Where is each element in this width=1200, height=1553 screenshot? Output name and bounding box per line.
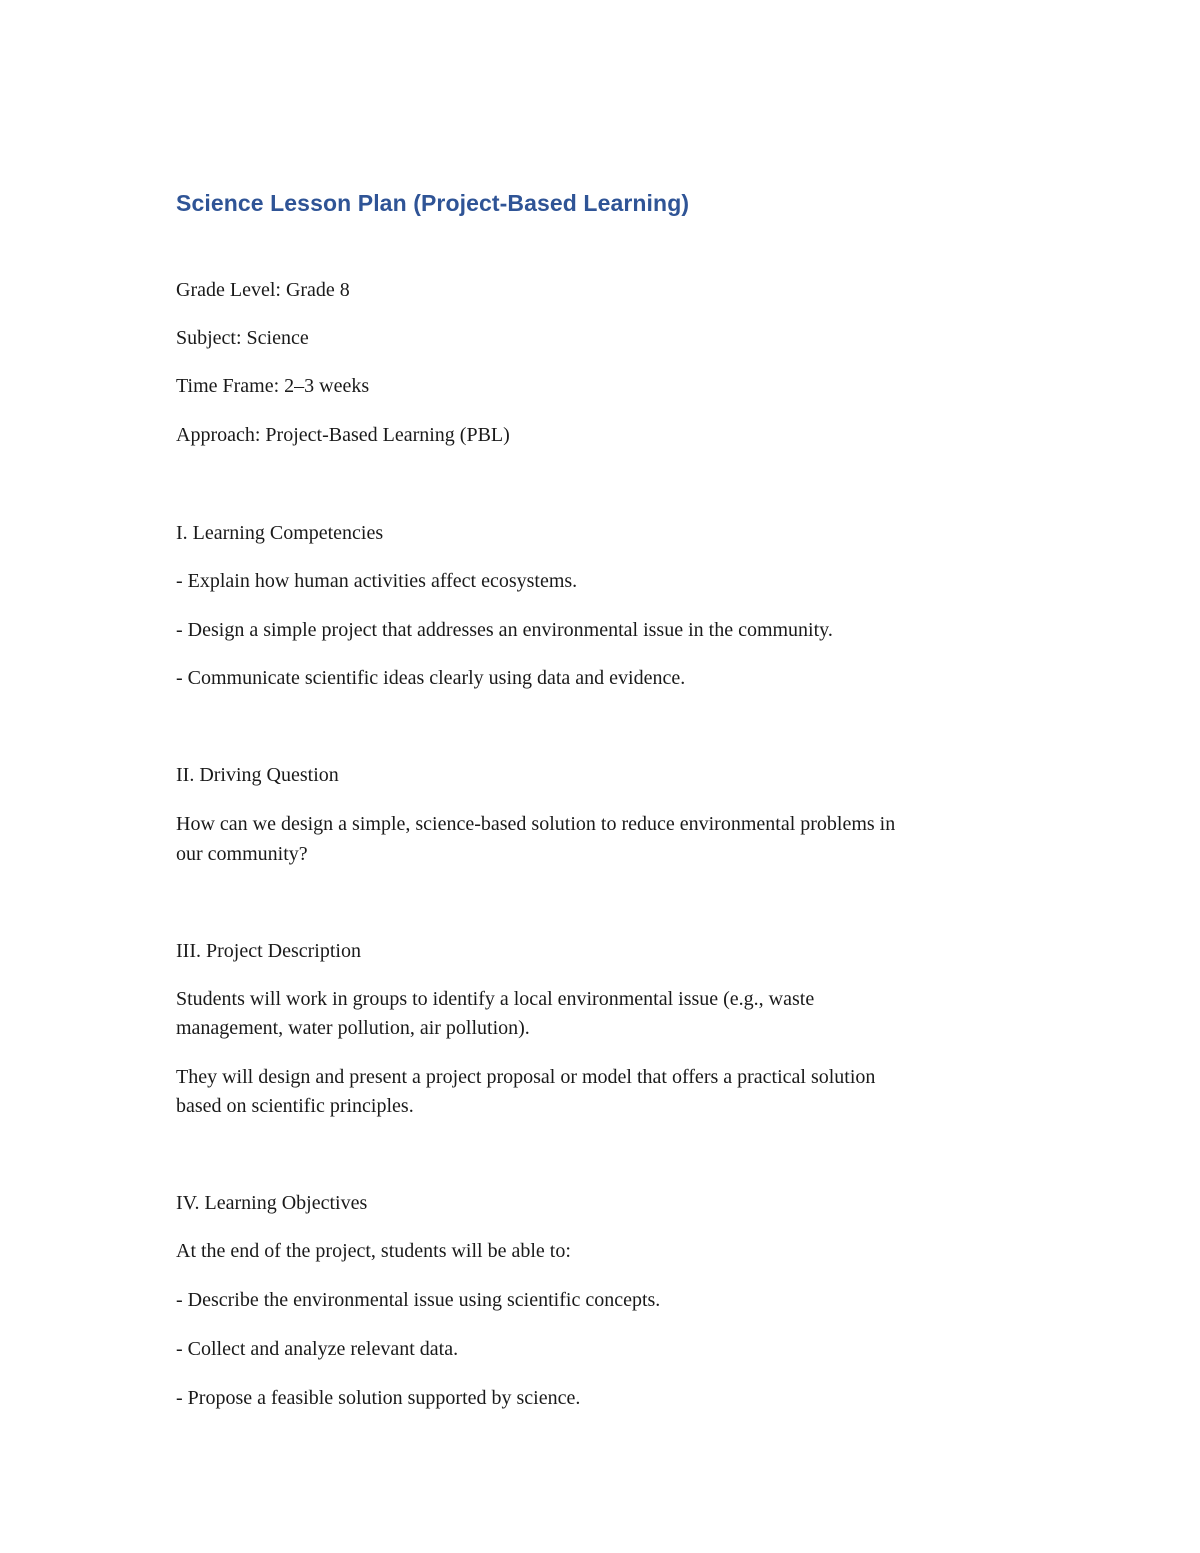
section-heading-competencies: I. Learning Competencies xyxy=(176,522,384,544)
grade-level-text: Grade Level: Grade 8 xyxy=(176,279,350,301)
project-description-line: based on scientific principles. xyxy=(176,1095,414,1117)
section-heading-project-description: III. Project Description xyxy=(176,940,361,962)
section-heading-objectives: IV. Learning Objectives xyxy=(176,1192,368,1214)
approach-text: Approach: Project-Based Learning (PBL) xyxy=(176,424,510,446)
driving-question-line: How can we design a simple, science-based solution to reduce environmental problems in xyxy=(176,813,896,835)
objective-item: - Propose a feasible solution supported by science. xyxy=(176,1387,581,1409)
section-heading-driving-question: II. Driving Question xyxy=(176,764,339,786)
time-frame-text: Time Frame: 2–3 weeks xyxy=(176,375,370,397)
competency-item: - Communicate scientific ideas clearly using data and evidence. xyxy=(176,667,686,689)
objective-item: - Collect and analyze relevant data. xyxy=(176,1338,459,1360)
project-description-line: They will design and present a project proposal or model that offers a practical solution xyxy=(176,1066,876,1088)
project-description-line: management, water pollution, air pollution). xyxy=(176,1017,530,1039)
subject-text: Subject: Science xyxy=(176,327,309,349)
competency-item: - Explain how human activities affect ecosystems. xyxy=(176,570,578,592)
driving-question-line: our community? xyxy=(176,843,308,865)
document-title: Science Lesson Plan (Project-Based Learning) xyxy=(176,190,690,216)
competency-item: - Design a simple project that addresses an environmental issue in the community. xyxy=(176,619,833,641)
objectives-intro: At the end of the project, students will be able to: xyxy=(176,1240,571,1262)
objective-item: - Describe the environmental issue using scientific concepts. xyxy=(176,1289,661,1311)
project-description-line: Students will work in groups to identify a local environmental issue (e.g., waste xyxy=(176,988,815,1010)
